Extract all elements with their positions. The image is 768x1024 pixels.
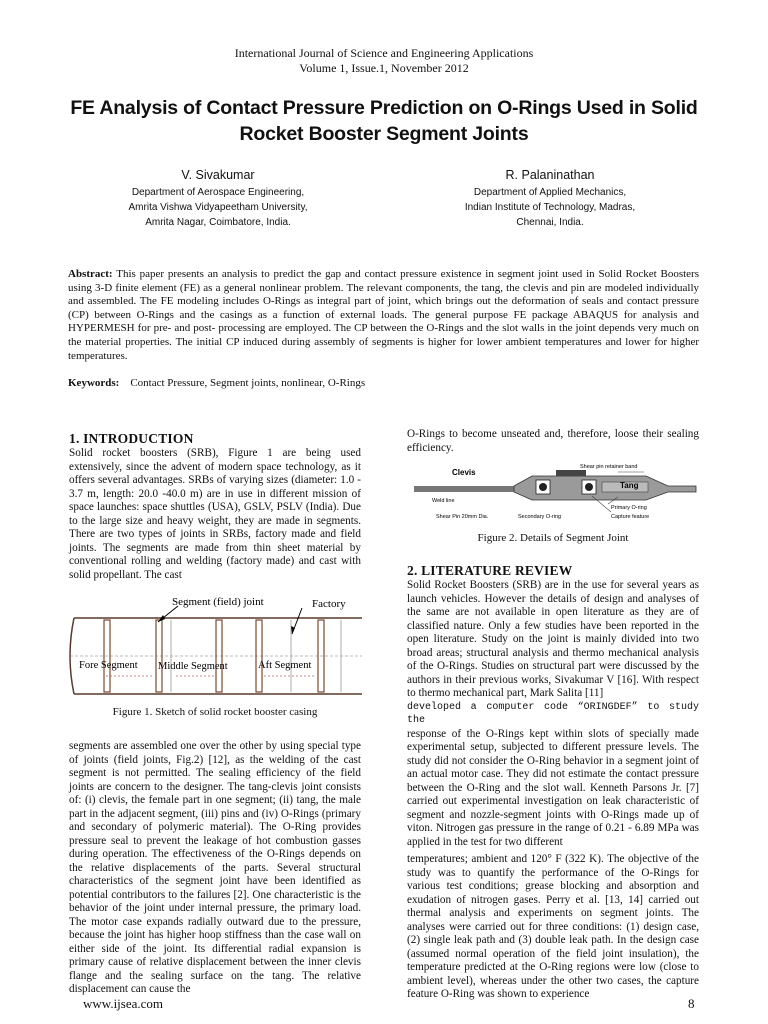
author-affiliation: Department of Aerospace Engineering, <box>131 187 305 198</box>
author-affiliation: Indian Institute of Technology, Madras, <box>464 202 636 213</box>
literature-section <box>407 563 699 1002</box>
segment-joint-sketch <box>406 462 701 528</box>
intro-paragraph-1: Solid rocket boosters (SRB), Figure 1 are being used extensively, since the advent of modern space technology, as it offers several advantages. SRBs of varying sizes (diameter: 1.0 - 3.7 m, length: 20.0 -40.0 m) are in use in different mission of space launches: space shuttles (USA), GSLV, PSLV (India). Due to the large size and heavy weight, they are made in segments. There are two types of joints in SRBs, factory made and field joints. The segments are made from thin sheet material by conventional rolling and welding (factory made) and cast with solid propellant. The cast <box>69 447 361 581</box>
figure-1-label-factory: Factory <box>312 598 346 610</box>
section-heading: 2. LITERATURE REVIEW <box>407 563 573 578</box>
author-affiliation: Amrita Nagar, Coimbatore, India. <box>145 217 291 228</box>
literature-paragraph-a: Solid Rocket Boosters (SRB) are in the use for several years as launch vehicles. However the details of design and analyses of the same are not available in open literature as they are of classified nature. Only a few studies have been reported in the open literature. Study on the joint is mainly divided into two broad areas; structural analysis and thermo mechanical analysis of the O-Rings. Studies on structural part were discussed by the authors in their previous works, Sivakumar V [16]. With respect to thermo mechanical part, Mark Salita [11] <box>407 579 699 699</box>
literature-code-line: developed a computer code “ORINGDEF” to study the <box>407 701 699 726</box>
figure-1-label-fore: Fore Segment <box>79 660 138 671</box>
keywords-label: Keywords: <box>68 377 120 389</box>
figure-2-label-weld: Weld line <box>432 498 455 504</box>
author-affiliation: Department of Applied Mechanics, <box>473 187 627 198</box>
author-affiliation: Chennai, India. <box>516 217 584 228</box>
figure-2-label-secondary: Secondary O-ring <box>518 514 562 520</box>
figure-2-label-retainer: Shear pin retainer band <box>580 464 638 470</box>
abstract-text: This paper presents an analysis to predict the gap and contact pressure existence in segment joint used in Solid Rocket Boosters using 3-D finite element (FE) as a general nonlinear problem. The relevant components, the tang, the clevis and pin are modeled individually and assembled. The FE modeling includes O-Rings as integral part of joint, which brings out the deformation of seals and contact pressure (CP) between O-Rings and the casings as a function of external loads. The general purpose FE package ABAQUS for analysis and HYPERMESH for pre- and post- processing are employed. The CP between the O-Rings and the slot walls in the joint depends very much on the material properties. The initial CP induced during assembly of segments is higher for lower ambient temperatures and lower for higher temperatures. <box>68 268 699 362</box>
author-name: V. Sivakumar <box>181 168 255 182</box>
figure-1-label-joint: Segment (field) joint <box>172 596 264 608</box>
rocket-casing-sketch <box>66 594 364 698</box>
abstract-label: Abstract: <box>68 268 113 280</box>
figure-2 <box>406 462 701 528</box>
figure-1 <box>66 594 364 698</box>
figure-1-caption: Figure 1. Sketch of solid rocket booster casing <box>112 706 318 718</box>
author-block-2 <box>390 167 710 230</box>
journal-name: International Journal of Science and Engineering Applications <box>234 46 534 60</box>
abstract <box>68 268 699 363</box>
section-heading: 1. INTRODUCTION <box>69 431 194 446</box>
author-affiliation: Amrita Vishwa Vidyapeetham University, <box>128 202 308 213</box>
figure-2-label-capture: Capture feature <box>611 514 650 520</box>
figure-2-label-shear-pin: Shear Pin 20mm Dia. <box>436 514 489 520</box>
keywords <box>68 377 699 391</box>
paper-title <box>40 95 728 147</box>
page-number: 8 <box>688 996 695 1011</box>
author-name: R. Palaninathan <box>505 168 595 182</box>
intro-paragraph-2: segments are assembled one over the other by using special type of joints (field joints, Fig.2) [12], as the welding of the cast segment is not permitted. The sealing efficiency of the field joints are concern to the designer. The tang-clevis joint consists of: (i) clevis, the female part in one segment; (ii) tang, the male part in the adjacent segment, (iii) pins and (iv) O-Rings (primary and secondary of polymeric material). The O-Ring provides pressure seal to prevent the leakage of hot combustion gasses during operation. The effectiveness of the O-Rings depends on the relative displacements of the parts. Several structural characteristics of the segment joint have been identified as potential contributors to the failures [2]. One characteristic is the behavior of the joint under internal pressure, the primary load. The motor case expands radially outward due to the pressure, because the joint has higher hoop stiffness than the case wall on either side of the joint. Its differential radial expansion is primary cause of relative displacement between the inner clevis flange and the sealing surface on the tang. The relative displacement can cause the <box>69 740 361 995</box>
figure-2-caption: Figure 2. Details of Segment Joint <box>477 532 629 544</box>
author-block-1 <box>58 167 378 230</box>
footer-url: www.ijsea.com <box>83 996 164 1011</box>
figure-2-label-clevis: Clevis <box>452 468 476 477</box>
journal-issue: Volume 1, Issue.1, November 2012 <box>299 61 469 75</box>
figure-2-label-primary: Primary O-ring <box>611 505 647 511</box>
figure-1-label-aft: Aft Segment <box>258 660 312 671</box>
keywords-text: Contact Pressure, Segment joints, nonlinear, O-Rings <box>130 377 366 389</box>
intro-section <box>69 431 361 582</box>
paper-title-line1: FE Analysis of Contact Pressure Prediction on O-Rings Used in Solid <box>70 97 698 119</box>
literature-paragraph-b: response of the O-Rings kept within slots of specially made experimental setup, subjected to different pressure levels. The study did not consider the O-Ring behavior in a segment joint of an actual motor case. They did not estimate the contact pressure between the O-Ring and the slot wall. Kenneth Parsons Jr. [7] carried out experimental investigation on leak characteristic of segment and nozzle-segment joints with O-Rings made up of viton. Nitrogen gas pressure in the range of 0.21 - 6.89 MPa was applied in the test for two different <box>407 727 699 848</box>
figure-2-label-tang: Tang <box>620 481 639 490</box>
figure-1-label-middle: Middle Segment <box>158 661 228 672</box>
journal-header <box>0 46 768 76</box>
right-col-top: O-Rings to become unseated and, therefore, loose their sealing efficiency. <box>407 428 699 454</box>
literature-paragraph-c: temperatures; ambient and 120° F (322 K). The objective of the study was to quantify the performance of the O-Rings for various test conditions; grease blocking and absorption and exudation of nitrogen gases. Perry et al. [13, 14] carried out thermal analysis and experiments on segment joints. The analyses were carried out for three conditions: (1) design case, (2) single leak path and (3) double leak path. In the design case (assumed normal operation of the field joint insulation), the temperature predicted at the O-Ring regions were low (close to ambient level), whereas under the other two cases, the capture feature O-Ring was shown to experience <box>407 853 699 1000</box>
paper-title-line2: Rocket Booster Segment Joints <box>239 123 529 145</box>
